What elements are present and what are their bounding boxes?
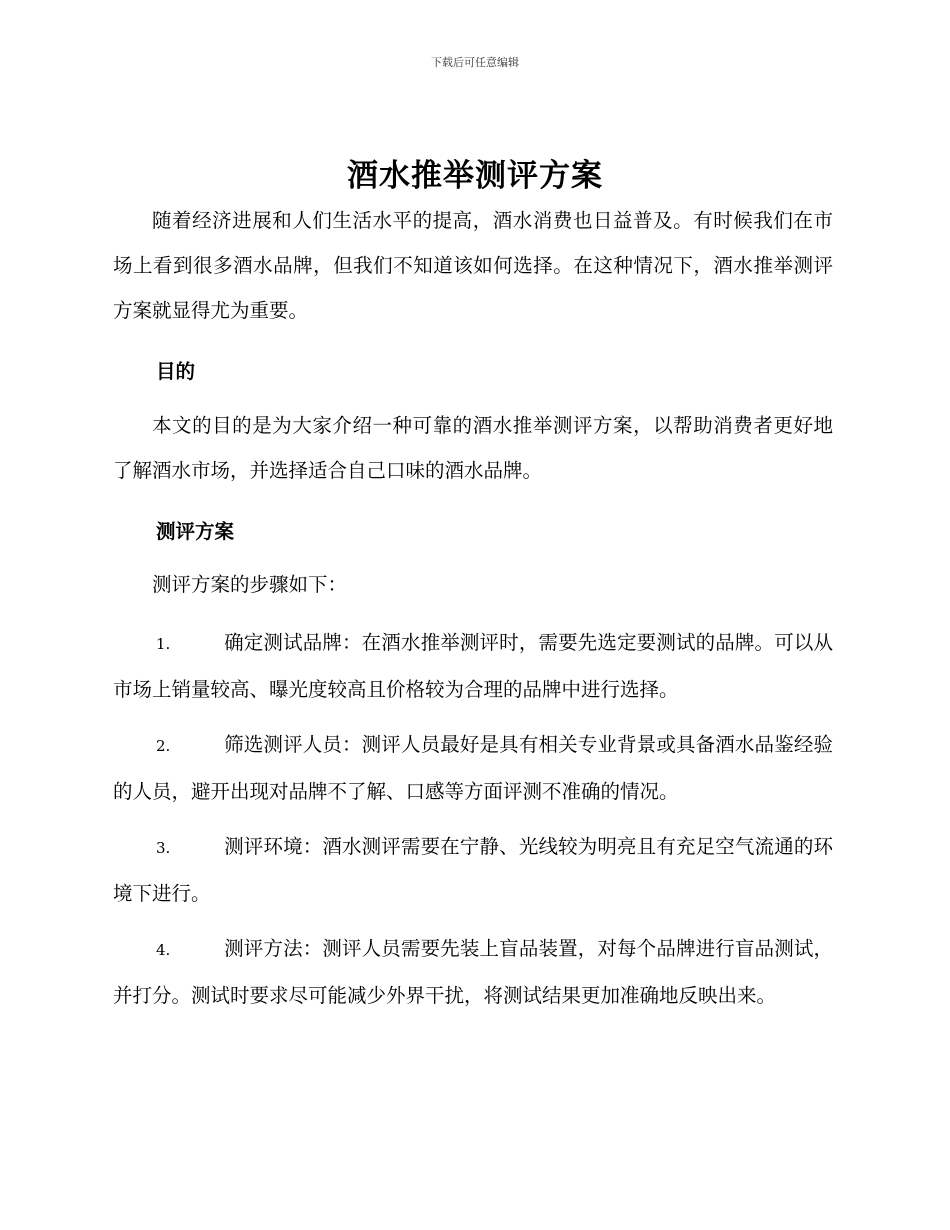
list-item-number: 1. <box>156 635 171 653</box>
list-item-text: 测评方法：测评人员需要先装上盲品装置，对每个品牌进行盲品测试，并打分。测试时要求尽可能减少外界干扰，将测试结果更加准确地反映出来。 <box>113 937 833 1007</box>
document-title: 酒水推举测评方案 <box>347 158 603 194</box>
plan-lead-paragraph: 测评方案的步骤如下： <box>152 573 348 596</box>
list-item <box>113 620 833 712</box>
list-item-number: 2. <box>156 737 171 755</box>
list-item-text: 确定测试品牌：在酒水推举测评时，需要先选定要测试的品牌。可以从市场上销量较高、曝光度较高且价格较为合理的品牌中进行选择。 <box>113 631 833 701</box>
list-item-text: 测评环境：酒水测评需要在宁静、光线较为明亮且有充足空气流通的环境下进行。 <box>113 835 833 905</box>
heading-plan: 测评方案 <box>156 520 235 543</box>
list-item-number: 4. <box>156 941 171 959</box>
heading-purpose: 目的 <box>156 360 196 383</box>
header-note: 下载后可任意编辑 <box>431 56 519 69</box>
list-item <box>113 722 833 814</box>
list-item <box>113 824 833 916</box>
list-item-number: 3. <box>156 839 171 857</box>
intro-paragraph: 随着经济进展和人们生活水平的提高，酒水消费也日益普及。有时候我们在市场上看到很多酒水品牌，但我们不知道该如何选择。在这种情况下，酒水推举测评方案就显得尤为重要。 <box>113 209 833 322</box>
list-item-text: 筛选测评人员：测评人员最好是具有相关专业背景或具备酒水品鉴经验的人员，避开出现对品牌不了解、口感等方面评测不准确的情况。 <box>113 733 833 803</box>
purpose-paragraph: 本文的目的是为大家介绍一种可靠的酒水推举测评方案，以帮助消费者更好地了解酒水市场，并选择适合自己口味的酒水品牌。 <box>113 414 833 482</box>
list-item <box>113 926 833 1018</box>
